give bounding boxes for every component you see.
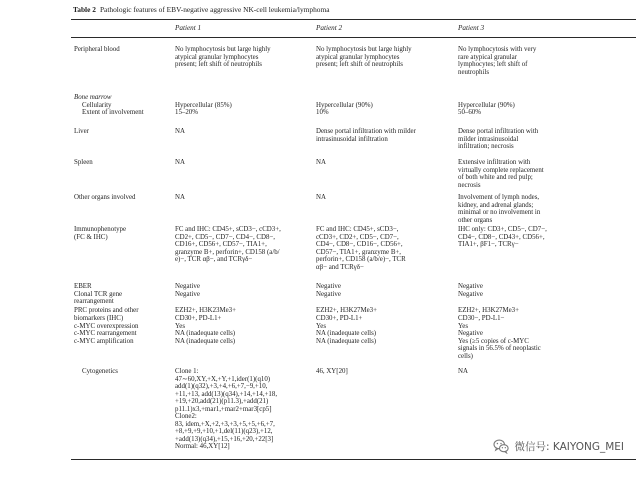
- cell-other-organs-p2: NA: [316, 194, 326, 201]
- wechat-icon: [493, 438, 509, 454]
- cell-cmyc-rearrangement-p3: Negative: [458, 330, 483, 337]
- row-label-immunophenotype: Immunophenotype (FC & IHC): [74, 226, 127, 241]
- cell-cmyc-rearrangement-p2: NA (inadequate cells): [316, 330, 377, 337]
- cell-peripheral-blood-p3: No lymphocytosis with very rare atypical granular lymphocytes; left shift of neutrophils: [458, 46, 537, 76]
- header-rule: [71, 37, 636, 38]
- bottom-rule: [71, 459, 636, 460]
- cell-prc-p1: EZH2+, H3K23Me3+ CD30+, PD-L1+: [175, 307, 236, 322]
- header-patient-3: Patient 3: [458, 24, 485, 32]
- top-rule: [71, 19, 636, 20]
- cell-liver-p2: Dense portal infiltration with milder intrasinusoidal infiltration: [316, 128, 416, 143]
- cell-prc-p2: EZH2+, H3K27Me3+ CD30+, PD-L1+: [316, 307, 377, 322]
- cell-prc-p3: EZH2+, H3K27Me3+ CD30−, PD-L1−: [458, 307, 519, 322]
- row-label-prc: PRC proteins and other biomarkers (IHC): [74, 307, 139, 322]
- cell-peripheral-blood-p1: No lymphocytosis but large highly atypical granular lymphocytes present; left shift of neutrophils: [175, 46, 271, 68]
- row-label-other-organs: Other organs involved: [74, 194, 136, 201]
- row-label-spleen: Spleen: [74, 159, 93, 166]
- cell-cytogenetics-p3: NA: [458, 368, 468, 375]
- cell-cellularity-p3: Hypercellular (90%): [458, 101, 515, 109]
- row-label-cytogenetics: Cytogenetics: [82, 368, 118, 375]
- cell-cytogenetics-p2: 46, XY[20]: [316, 368, 348, 375]
- cell-liver-p3: Dense portal infiltration with milder intrasinusoidal infiltration; necrosis: [458, 128, 539, 150]
- row-label-extent: Extent of involvement: [82, 109, 144, 116]
- row-label-cmyc-rearrangement: c-MYC rearrangement: [74, 330, 137, 337]
- row-label-cellularity: Cellularity: [82, 101, 112, 109]
- row-label-clonal-tcr: Clonal TCR gene rearrangement: [74, 290, 123, 305]
- cell-other-organs-p3: Involvement of lymph nodes, kidney, and adrenal glands; minimal or no involvement in other organs: [458, 194, 541, 224]
- cell-eber-p3: Negative: [458, 283, 483, 290]
- cell-peripheral-blood-p2: No lymphocytosis but large highly atypical granular lymphocytes present; left shift of neutrophils: [316, 46, 412, 68]
- cell-extent-p2: 10%: [316, 109, 329, 116]
- cell-spleen-p1: NA: [175, 159, 185, 166]
- cell-cmyc-amplification-p3: Yes (≥5 copies of c-MYC signals in 56.5% of neoplastic cells): [458, 337, 541, 360]
- watermark: [493, 438, 625, 454]
- table-title: Pathologic features of EBV-negative aggressive NK-cell leukemia/lymphoma: [99, 5, 330, 14]
- cell-extent-p1: 15–20%: [175, 109, 198, 116]
- cell-immunophenotype-p2: FC and IHC: CD45+, sCD3−, cCD3+, CD2+, CD5−, CD7−, CD4−, CD8−, CD16−, CD56+, CD57−, TIA1+, granzyme B+, perforin+, CD158 (a/b/e)−, TCR αβ− and TCRγδ−: [316, 226, 406, 271]
- cell-liver-p1: NA: [175, 128, 185, 135]
- cell-cmyc-overexpression-p2: Yes: [316, 322, 327, 330]
- cell-cmyc-amplification-p1: NA (inadequate cells): [175, 337, 236, 345]
- header-patient-2: Patient 2: [316, 24, 343, 32]
- cell-clonal-tcr-p1: Negative: [175, 290, 200, 298]
- cell-spleen-p3: Extensive infiltration with virtually complete replacement of both white and red pulp; necrosis: [458, 159, 544, 189]
- cell-cellularity-p1: Hypercellular (85%): [175, 101, 232, 109]
- cell-immunophenotype-p3: IHC only: CD3+, CD5−, CD7−, CD4−, CD8−, CD43+, CD56+, TIA1+, βF1−, TCRγ−: [458, 226, 547, 248]
- cell-eber-p1: Negative: [175, 283, 200, 290]
- row-label-eber: EBER: [74, 283, 92, 290]
- table-number: Table 2: [73, 5, 96, 14]
- cell-eber-p2: Negative: [316, 283, 341, 290]
- table-caption: [73, 5, 633, 14]
- cell-cytogenetics-p1: Clone 1: 47∼60,XY,+X,+Y,+1,ider(1)(q10) add(1)(q32),+3,+4,+6,+7,−9,+10, +11,+13, add(13)(q34),+14,+14,+18, +19,+20,add(21)(p11.3),+add(21) p11.1)x3,+mar1,+mar2+mar3[cp5] Clone2: 83, idem,+X,+2,+3,+3,+5,+5,+6,+7, +8,+9,+9,+10,+1,del(11)(q23),+12, +add(13)(q34),+15,+16,+20,+22[3] Normal: 46,XY[12]: [175, 368, 278, 450]
- cell-cmyc-rearrangement-p1: NA (inadequate cells): [175, 330, 236, 337]
- row-label-liver: Liver: [74, 128, 89, 135]
- cell-clonal-tcr-p3: Negative: [458, 290, 483, 298]
- cell-cmyc-overexpression-p1: Yes: [175, 322, 186, 330]
- row-label-peripheral-blood: Peripheral blood: [74, 46, 120, 53]
- row-label-bone-marrow: Bone marrow: [74, 94, 112, 101]
- header-patient-1: Patient 1: [175, 24, 202, 32]
- cell-cmyc-amplification-p2: NA (inadequate cells): [316, 337, 377, 345]
- cell-cellularity-p2: Hypercellular (90%): [316, 101, 373, 109]
- cell-extent-p3: 50–60%: [458, 109, 481, 116]
- cell-other-organs-p1: NA: [175, 194, 185, 201]
- watermark-text: 微信号: KAIYONG_MEI: [514, 440, 624, 453]
- row-label-cmyc-overexpression: c-MYC overexpression: [74, 322, 139, 330]
- row-label-cmyc-amplification: c-MYC amplification: [74, 337, 134, 345]
- cell-cmyc-overexpression-p3: Yes: [458, 322, 469, 330]
- cell-clonal-tcr-p2: Negative: [316, 290, 341, 298]
- cell-immunophenotype-p1: FC and IHC: CD45+, sCD3−, cCD3+, CD2+, CD5−, CD7−, CD4−, CD8−, CD16+, CD56+, CD57−, TIA1+, granzyme B+, perforin+, CD158 (a/b/ e)−, TCR αβ−, and TCRγδ−: [175, 226, 281, 263]
- cell-spleen-p2: NA: [316, 159, 326, 166]
